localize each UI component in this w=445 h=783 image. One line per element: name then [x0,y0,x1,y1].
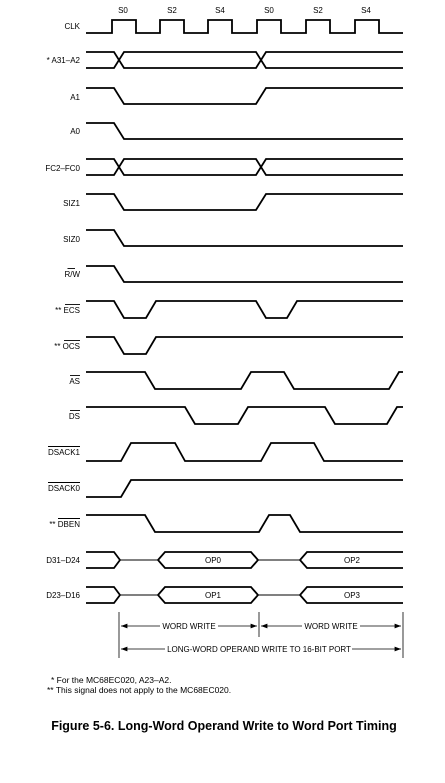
a1-waveform [86,88,403,104]
signal-label-ocs: ** OCS [54,342,80,351]
signal-label-ecs: ** ECS [55,306,80,315]
word-write-label: WORD WRITE [162,622,216,631]
dsack0-waveform [86,480,403,497]
ecs-waveform [86,301,403,318]
signal-label-rw: R/W [64,270,80,279]
signal-label-d31-d24: D31–D24 [46,556,80,565]
clock-state-label: S2 [313,6,323,15]
clk-waveform [86,20,403,33]
as-waveform [86,372,403,389]
signal-label-clk: CLK [64,22,80,31]
siz0-waveform [86,230,403,246]
clock-state-label: S2 [167,6,177,15]
clock-state-label: S4 [361,6,371,15]
bus-value-op1: OP1 [204,591,222,600]
bus-value-op0: OP0 [204,556,222,565]
signal-label-as: AS [69,377,80,386]
footnote-1: * For the MC68EC020, A23–A2. [51,675,172,685]
long-word-write-label: LONG-WORD OPERAND WRITE TO 16-BIT PORT [167,645,351,654]
signal-label-dsack0: DSACK0 [47,484,80,493]
signal-label-a0: A0 [70,127,80,136]
clock-state-label: S4 [215,6,225,15]
a0-waveform [86,123,403,139]
signal-label-a31-a2: * A31–A2 [46,56,80,65]
signal-label-dsack1: DSACK1 [47,448,80,457]
ocs-waveform [86,337,403,354]
word-write-label: WORD WRITE [304,622,358,631]
signal-label-d23-d16: D23–D16 [46,591,80,600]
a31-a2-waveform [86,52,403,68]
signal-label-siz0: SIZ0 [63,235,80,244]
bus-value-op2: OP2 [343,556,361,565]
footnote-2: ** This signal does not apply to the MC68EC020. [47,685,232,695]
signal-label-a1: A1 [70,93,80,102]
fc2-fc0-waveform [86,159,403,175]
dsack1-waveform [86,443,403,461]
ds-waveform [86,407,403,424]
bus-value-op3: OP3 [343,591,361,600]
dben-waveform [86,515,403,532]
clock-state-label: S0 [118,6,128,15]
signal-label-siz1: SIZ1 [63,199,80,208]
clock-state-label: S0 [264,6,274,15]
signal-label-ds: DS [68,412,80,421]
figure-caption: Figure 5-6. Long-Word Operand Write to Word Port Timing [51,719,397,733]
signal-label-dben: ** DBEN [49,520,80,529]
signal-label-fc2-fc0: FC2–FC0 [45,164,80,173]
rw-waveform [86,266,403,282]
siz1-waveform [86,194,403,210]
